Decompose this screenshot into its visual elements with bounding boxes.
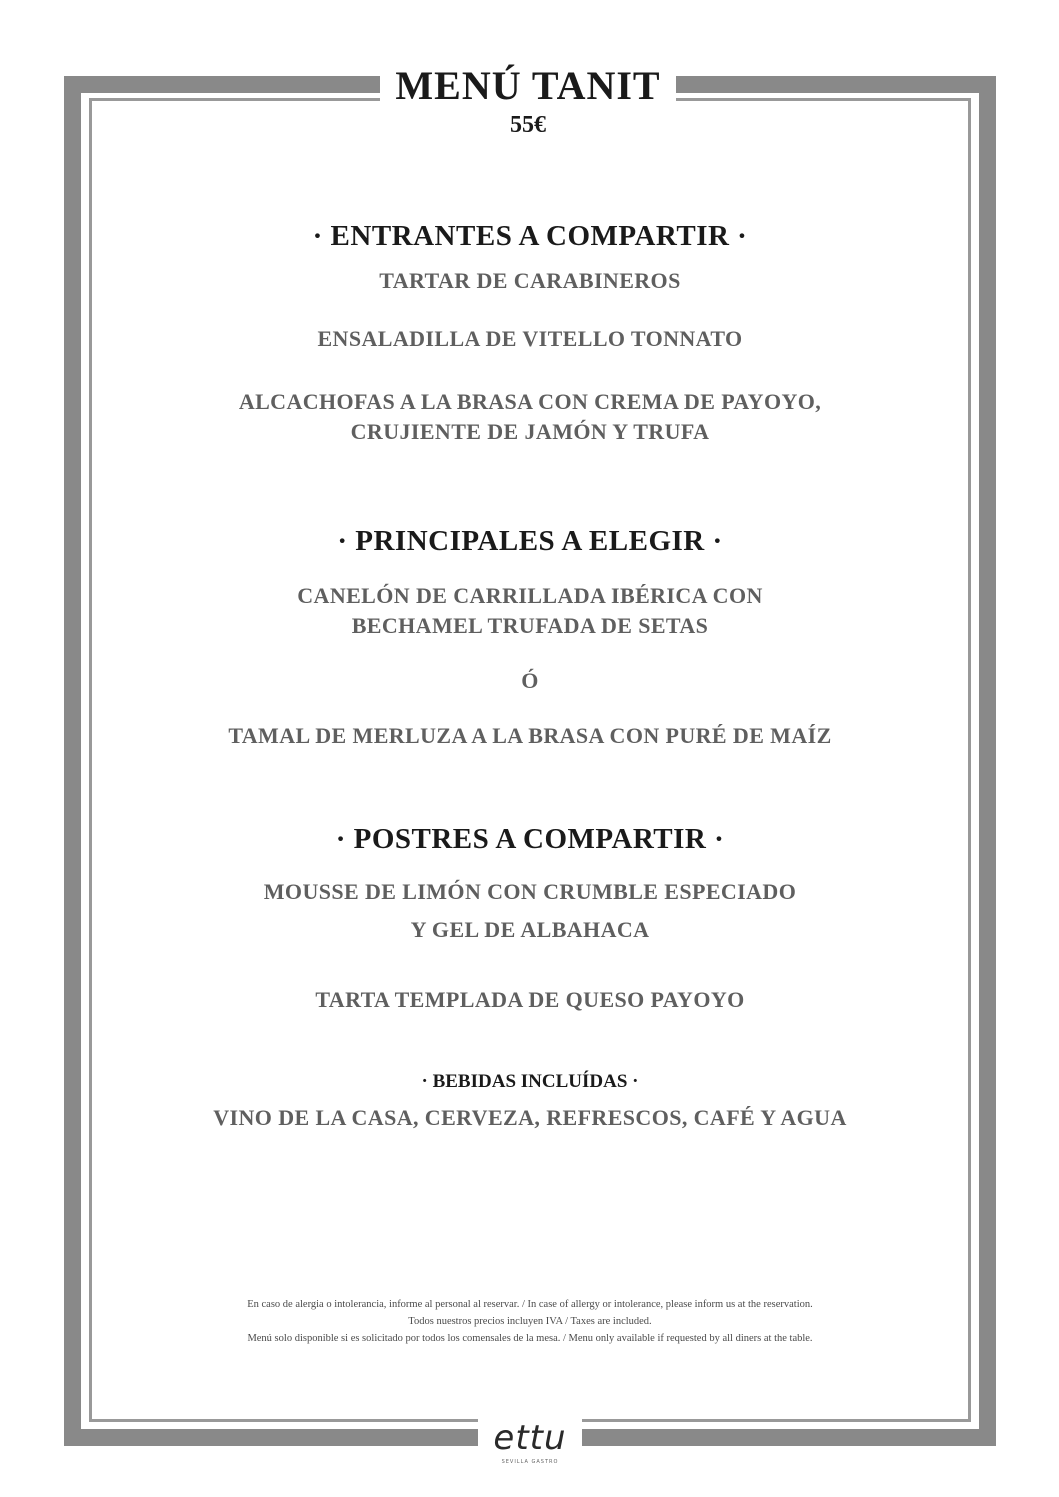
logo: ettu [493, 1418, 567, 1458]
starter-item: CRUJIENTE DE JAMÓN Y TRUFA [350, 419, 710, 444]
main-item: CANELÓN DE CARRILLADA IBÉRICA CON [297, 583, 763, 608]
main-item: BECHAMEL TRUFADA DE SETAS [351, 613, 709, 638]
main-item: TAMAL DE MERLUZA A LA BRASA CON PURÉ DE MAÍZ [228, 723, 832, 748]
starter-item: TARTAR DE CARABINEROS [379, 268, 681, 293]
menu-price: 55€ [510, 112, 546, 138]
footer-line: En caso de alergia o intolerancia, informe al personal al reservar. / In case of allergy or intolerance, please inform us at the reservation. [247, 1299, 813, 1310]
section-title-mains: · PRINCIPALES A ELEGIR · [337, 525, 723, 557]
menu-content [110, 220, 950, 1133]
dessert-item: TARTA TEMPLADA DE QUESO PAYOYO [315, 987, 745, 1012]
drinks-item: VINO DE LA CASA, CERVEZA, REFRESCOS, CAFÉ Y AGUA [213, 1105, 847, 1130]
starter-item: ALCACHOFAS A LA BRASA CON CREMA DE PAYOYO, [238, 389, 822, 414]
logo-subtitle: SEVILLA GASTRO [501, 1459, 559, 1465]
section-title-desserts: · POSTRES A COMPARTIR · [335, 823, 725, 855]
dessert-item: Y GEL DE ALBAHACA [410, 917, 650, 942]
section-title-starters: · ENTRANTES A COMPARTIR · [312, 220, 748, 252]
footer-notes [110, 1296, 950, 1347]
main-separator: Ó [521, 668, 539, 693]
footer-line: Todos nuestros precios incluyen IVA / Taxes are included. [408, 1316, 652, 1327]
footer-line: Menú solo disponible si es solicitado por todos los comensales de la mesa. / Menu only available if requested by all diners at the table. [247, 1333, 813, 1344]
dessert-item: MOUSSE DE LIMÓN CON CRUMBLE ESPECIADO [263, 879, 797, 904]
starter-item: ENSALADILLA DE VITELLO TONNATO [317, 326, 743, 351]
section-title-drinks: · BEBIDAS INCLUÍDAS · [421, 1071, 639, 1092]
menu-title: MENÚ TANIT [395, 63, 661, 108]
